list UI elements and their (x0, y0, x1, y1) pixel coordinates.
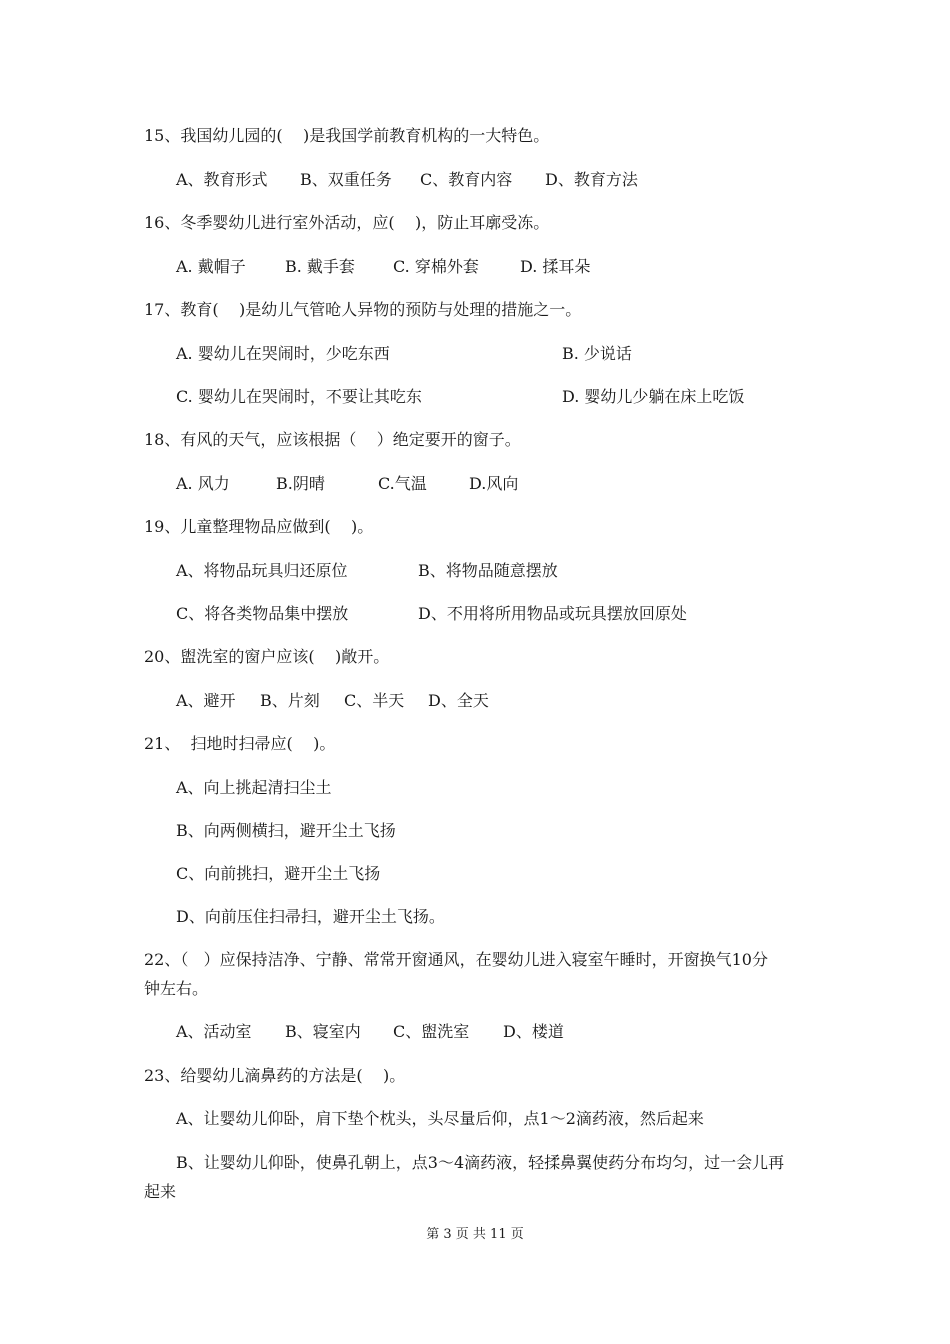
q23-option-b: B、让婴幼儿仰卧，使鼻孔朝上，点3～4滴药液，轻揉鼻翼使药分布均匀，过一会儿再 (176, 1153, 785, 1172)
q20-option-c: C、半天 (344, 691, 405, 710)
q15-option-c: C、教育内容 (420, 170, 513, 189)
q20-option-a: A、避开 (176, 691, 236, 710)
q17-option-b: B. 少说话 (562, 344, 632, 363)
question-15-stem: 15、我国幼儿园的( )是我国学前教育机构的一大特色。 (144, 126, 550, 145)
q16-option-d: D. 揉耳朵 (520, 257, 591, 276)
question-16-stem: 16、冬季婴幼儿进行室外活动，应( )，防止耳廓受冻。 (144, 213, 550, 232)
q19-option-b: B、将物品随意摆放 (418, 561, 558, 580)
q19-option-a: A、将物品玩具归还原位 (176, 561, 348, 580)
q17-option-d: D. 婴幼儿少躺在床上吃饭 (562, 387, 745, 406)
q22-option-a: A、活动室 (176, 1022, 252, 1041)
question-21-stem: 21、 扫地时扫帚应( )。 (144, 734, 336, 753)
question-18-stem: 18、有风的天气，应该根据（ ）绝定要开的窗子。 (144, 430, 521, 449)
q21-option-a: A、向上挑起清扫尘土 (176, 778, 332, 797)
q23-option-b-continued: 起来 (144, 1182, 177, 1201)
q16-option-c: C. 穿棉外套 (393, 257, 479, 276)
q20-option-d: D、全天 (428, 691, 489, 710)
question-20-stem: 20、盥洗室的窗户应该( )敞开。 (144, 647, 390, 666)
q16-option-a: A. 戴帽子 (176, 257, 246, 276)
q22-option-d: D、楼道 (503, 1022, 564, 1041)
question-19-stem: 19、儿童整理物品应做到( )。 (144, 517, 374, 536)
q19-option-c: C、将各类物品集中摆放 (176, 604, 349, 623)
q17-option-c: C. 婴幼儿在哭闹时，不要让其吃东 (176, 387, 422, 406)
q15-option-a: A、教育形式 (176, 170, 268, 189)
q22-option-c: C、盥洗室 (393, 1022, 470, 1041)
page-footer: 第 3 页 共 11 页 (426, 1227, 524, 1242)
q21-option-b: B、向两侧横扫，避开尘土飞扬 (176, 821, 396, 840)
q17-option-a: A. 婴幼儿在哭闹时，少吃东西 (176, 344, 390, 363)
q18-option-b: B.阴晴 (276, 474, 325, 493)
question-23-stem: 23、给婴幼儿滴鼻药的方法是( )。 (144, 1066, 406, 1085)
q21-option-c: C、向前挑扫，避开尘土飞扬 (176, 864, 381, 883)
q15-option-b: B、双重任务 (300, 170, 392, 189)
q18-option-a: A. 风力 (176, 474, 230, 493)
q19-option-d: D、不用将所用物品或玩具摆放回原处 (418, 604, 687, 623)
question-17-stem: 17、教育( )是幼儿气管呛人异物的预防与处理的措施之一。 (144, 300, 582, 319)
q18-option-c: C.气温 (378, 474, 427, 493)
question-22-stem-continued: 钟左右。 (144, 979, 209, 998)
q16-option-b: B. 戴手套 (285, 257, 355, 276)
q23-option-a: A、让婴幼儿仰卧，肩下垫个枕头，头尽量后仰，点1～2滴药液，然后起来 (176, 1109, 704, 1128)
question-22-stem: 22、（ ）应保持洁净、宁静、常常开窗通风，在婴幼儿进入寝室午睡时，开窗换气10分 (144, 950, 768, 969)
q21-option-d: D、向前压住扫帚扫，避开尘土飞扬。 (176, 907, 445, 926)
q18-option-d: D.风向 (469, 474, 519, 493)
q20-option-b: B、片刻 (260, 691, 320, 710)
q22-option-b: B、寝室内 (285, 1022, 361, 1041)
q15-option-d: D、教育方法 (545, 170, 638, 189)
